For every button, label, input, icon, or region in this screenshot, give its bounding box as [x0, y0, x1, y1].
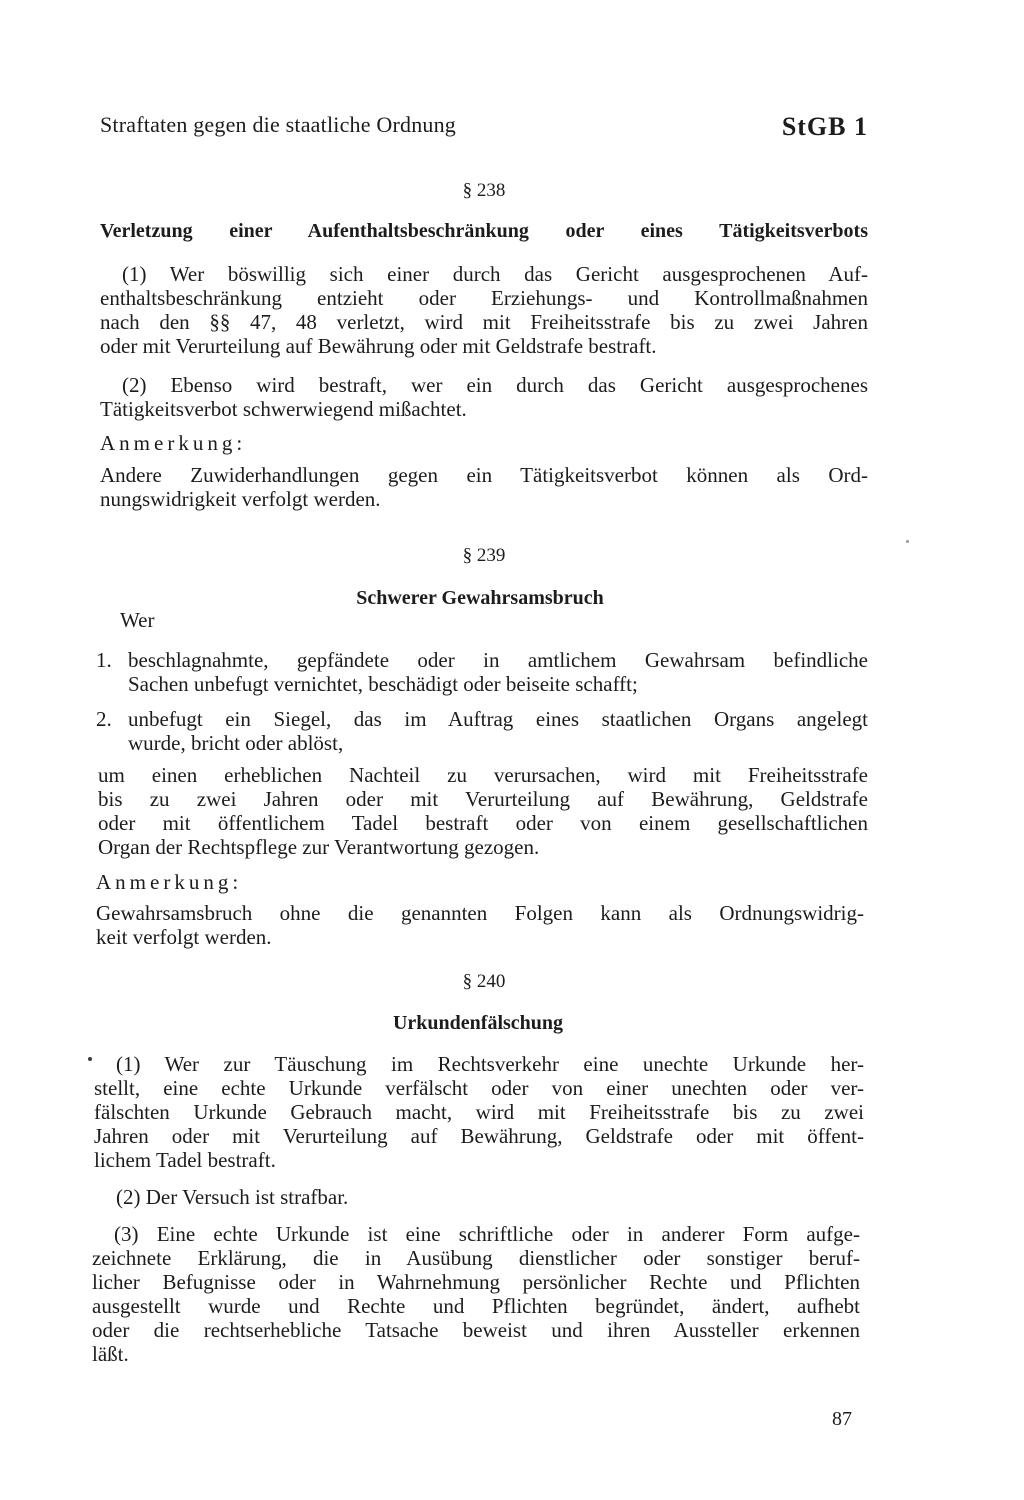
section-238-title: Verletzung einer Aufenthaltsbeschränkung oder eines Tätigkeitsverbots [100, 220, 868, 242]
scan-speck [906, 540, 909, 543]
section-238-paragraph-2 [100, 373, 868, 421]
text-line: Gewahrsamsbruch ohne die genannten Folgen kann als Ordnungswidrig- [96, 901, 864, 925]
section-238-paragraph-1 [100, 262, 868, 358]
section-238-note [100, 463, 868, 511]
section-240-number: § 240 [462, 971, 506, 992]
text-line: Andere Zuwiderhandlungen gegen ein Tätigkeitsverbot können als Ord- [100, 463, 868, 487]
text-line: nungswidrigkeit verfolgt werden. [100, 487, 381, 511]
text-line: keit verfolgt werden. [96, 925, 272, 949]
section-239-note-label: Anmerkung: [96, 870, 243, 894]
section-239-intro: Wer [120, 608, 155, 632]
text-line: wurde, bricht oder ablöst, [128, 731, 344, 755]
text-line: Tätigkeitsverbot schwerwiegend mißachtet. [100, 397, 467, 421]
text-line: enthaltsbeschränkung entzieht oder Erziehungs- und Kontrollmaßnahmen [100, 286, 868, 310]
scan-speck [88, 1057, 92, 1061]
text-line: (2) Der Versuch ist strafbar. [116, 1185, 349, 1209]
section-240-title: Urkundenfälschung [392, 1012, 564, 1034]
section-239-title: Schwerer Gewahrsamsbruch [356, 587, 604, 609]
text-line: fälschten Urkunde Gebrauch macht, wird mit Freiheitsstrafe bis zu zwei [94, 1100, 864, 1124]
text-line: bis zu zwei Jahren oder mit Verurteilung auf Bewährung, Geldstrafe [98, 787, 868, 811]
section-240-paragraph-2 [116, 1185, 348, 1209]
section-238-note-label: Anmerkung: [100, 431, 247, 455]
text-line: Jahren oder mit Verurteilung auf Bewährung, Geldstrafe oder mit öffent- [94, 1124, 864, 1148]
list-item-number: 1. [96, 648, 112, 672]
running-head: Straftaten gegen die staatliche Ordnung [100, 112, 457, 137]
list-item-number: 2. [96, 707, 112, 731]
text-line: oder die rechtserhebliche Tatsache beweist und ihren Aussteller erkennen [92, 1318, 860, 1342]
text-line: unbefugt ein Siegel, das im Auftrag eines staatlichen Organs angelegt [128, 707, 868, 731]
section-238-number: § 238 [462, 180, 506, 201]
text-line: beschlagnahmte, gepfändete oder in amtlichem Gewahrsam befindliche [128, 648, 868, 672]
text-line: Organ der Rechtspflege zur Verantwortung gezogen. [98, 835, 540, 859]
text-line: oder mit öffentlichem Tadel bestraft oder von einem gesellschaftlichen [98, 811, 868, 835]
text-line: stellt, eine echte Urkunde verfälscht oder von einer unechten oder ver- [94, 1076, 864, 1100]
text-line: oder mit Verurteilung auf Bewährung oder mit Geldstrafe bestraft. [100, 334, 657, 358]
section-239-note [96, 901, 864, 949]
text-line: (2) Ebenso wird bestraft, wer ein durch das Gericht ausgesprochenes [122, 373, 868, 397]
section-239-number: § 239 [462, 545, 506, 566]
page-number: 87 [832, 1408, 852, 1430]
code-reference: StGB 1 [781, 112, 868, 141]
text-line: (1) Wer zur Täuschung im Rechtsverkehr eine unechte Urkunde her- [116, 1052, 864, 1076]
text-line: lichem Tadel bestraft. [94, 1148, 276, 1172]
text-line: nach den §§ 47, 48 verletzt, wird mit Freiheitsstrafe bis zu zwei Jahren [100, 310, 868, 334]
text-line: (3) Eine echte Urkunde ist eine schriftliche oder in anderer Form aufge- [114, 1222, 860, 1246]
section-240-paragraph-1 [94, 1052, 864, 1172]
section-239-closing [98, 763, 868, 859]
text-line: ausgestellt wurde und Rechte und Pflichten begründet, ändert, aufhebt [92, 1294, 860, 1318]
section-240-paragraph-3 [92, 1222, 860, 1366]
section-239-item-2 [128, 707, 868, 755]
text-line: Sachen unbefugt vernichtet, beschädigt oder beiseite schafft; [128, 672, 638, 696]
text-line: um einen erheblichen Nachteil zu verursachen, wird mit Freiheitsstrafe [98, 763, 868, 787]
text-line: licher Befugnisse oder in Wahrnehmung persönlicher Rechte und Pflichten [92, 1270, 860, 1294]
section-239-item-1 [128, 648, 868, 696]
text-line: läßt. [92, 1342, 129, 1366]
text-line: (1) Wer böswillig sich einer durch das Gericht ausgesprochenen Auf- [122, 262, 868, 286]
text-line: zeichnete Erklärung, die in Ausübung dienstlicher oder sonstiger beruf- [92, 1246, 860, 1270]
